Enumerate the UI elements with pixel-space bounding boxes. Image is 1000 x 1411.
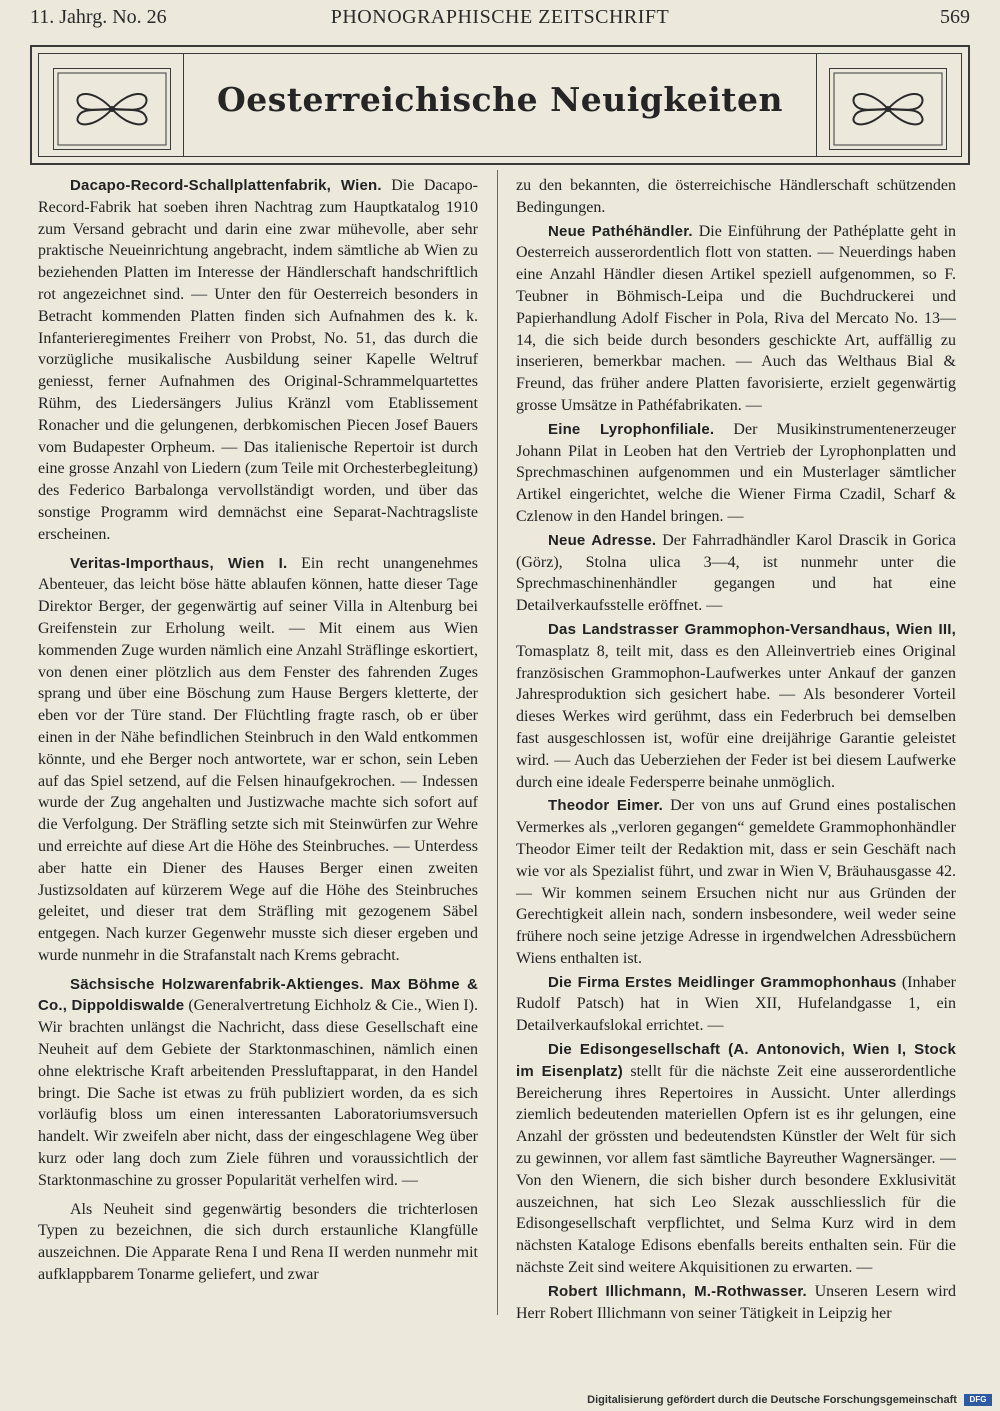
article-heading: Die Edisongesellschaft (A. Antonovich, Wien I, Stock im Eisenplatz) xyxy=(516,1041,956,1080)
article-heading: Die Firma Erstes Meidlinger Grammophonhaus xyxy=(548,973,897,991)
journal-title: PHONOGRAPHISCHE ZEITSCHRIFT xyxy=(330,6,670,28)
article xyxy=(38,974,478,1192)
running-head xyxy=(30,4,970,34)
left-column xyxy=(38,175,478,1315)
article-body: (Inhaber Rudolf Patsch) hat in Wien XII, Hufelandgasse 1, ein Detailverkaufslokal errichtet. — xyxy=(516,973,956,1035)
article-heading: Veritas-Importhaus, Wien I. xyxy=(70,554,288,572)
article-body: Als Neuheit sind gegenwärtig besonders die trichterlosen Typen zu bezeichnen, die sich durch erstaunliche Klangfülle auszeichnen. Die Apparate Rena I und Rena II werden nunmehr mit aufklappbarem Tonarme geliefert, und zwar xyxy=(38,1200,478,1284)
article-continuation: zu den bekannten, die österreichische Händlerschaft schützenden Bedingungen. xyxy=(516,177,956,216)
article xyxy=(38,1199,478,1286)
article xyxy=(516,1281,956,1325)
section-title: Oesterreichische Neuigkeiten xyxy=(216,80,784,119)
article-body: Die Dacapo-Record-Fabrik hat soeben ihren Nachtrag zum Hauptkatalog 1910 zum Versand gebracht und darin eine zwar mühevolle, aber sehr praktische Neueinrichtung angebracht, indem sämtliche ab Wien zu beziehenden Platten im Interesse der Händlerschaft handschriftlich rot angezeichnet sind. — Unter den für Oesterreich besonders in Betracht kommenden Platten finden sich Aufnahmen des k. k. Infanterieregimentes Freiherr von Probst, No. 51, das durch die vorzügliche musikalische Ausbildung seiner Kapelle Weltruf geniesst, ferner Aufnahmen des Original-Schrammelquartettes Rühm, des Liedersängers Julius Kränzl vom Etablissement Ronacher und die gelungenen, derbkomischen Piecen Josef Bauers vom Budapester Orpheum. — Das italienische Repertoir ist durch eine grosse Anzahl von Liedern (zum Teile mit Orchesterbegleitung) des Federico Barbalonga vervollständigt worden, und über das sonstige Programm wird demnächst eine Separat-Nachtragsliste erscheinen. xyxy=(38,177,479,543)
article xyxy=(516,1039,956,1279)
page-number: 569 xyxy=(940,6,970,28)
article-heading: Das Landstrasser Grammophon-Versandhaus, Wien III, xyxy=(548,620,956,638)
column-rule xyxy=(497,170,498,1315)
floral-ornament-icon xyxy=(829,68,947,150)
dfg-logo-icon: DFG xyxy=(964,1394,992,1406)
volume-issue: 11. Jahrg. No. 26 xyxy=(30,6,167,28)
credit-text: Digitalisierung gefördert durch die Deutsche Forschungsgemeinschaft xyxy=(587,1394,957,1406)
article xyxy=(516,530,956,617)
banner-divider xyxy=(183,54,184,156)
article-heading: Neue Adresse. xyxy=(548,531,657,549)
article xyxy=(516,795,956,969)
article-body: Ein recht unangenehmes Abenteuer, das leicht böse hätte ablaufen können, hatte dieser Tage Direktor Berger, der gegenwärtig auf seiner Villa in Altenburg bei Greifenstein zur Erholung weilt. — Mit einem aus Wien kommenden Zuge wurden nämlich eine Anzahl Sträflinge eskortiert, von denen einer plötzlich aus dem Fenster des fahrenden Zuges sprang und über eine Böschung zum Hause Bergers kletterte, der eben vor der Türe stand. Der Flüchtling fragte rasch, ob er über einen in der Nähe befindlichen Steinbruch in den Wald entkommen könnte, und ehe Berger noch antwortete, war er schon, sein Leben auf das Spiel setzend, auf die Felsen hinaufgekrochen. — Indessen wurde der Zug angehalten und Justizwache machte sich sofort auf die Verfolgung. Der Sträfling setzte sich mit Steinwürfen zur Wehre und erreichte auf diese Art die Höhe des Steinbruches. — Unterdess aber hatte ein Diener des Hauses Berger einen zweiten Justizsoldaten auf kürzerem Wege auf die Höhe des Steinbruches geleitet, und dieser trat dem Sträfling mit gezogenem Säbel entgegen. Nach kurzer Gegenwehr musste sich dieser ergeben und wurde nunmehr in die Strafanstalt nach Krems gebracht. xyxy=(38,554,478,964)
article-body: Der Musikinstrumentenerzeuger Johann Pilat in Leoben hat den Vertrieb der Lyrophonplatten und Sprechmaschinen aufgenommen und ein Musterlager sämtlicher Artikel eingerichtet, welche die Wiener Firma Czadil, Scharf & Czlenow in den Handel bringen. — xyxy=(516,420,957,525)
article-body: stellt für die nächste Zeit eine ausserordentliche Bereicherung ihres Repertoires in Aussicht. Unter allerdings ziemlich bedeutenden materiellen Opfern ist es ihr gelungen, eine Anzahl der grössten und bedeutendsten Künstler der Welt für sich zu gewinnen, vor allem fast sämtliche Bayreuther Wagnersänger. — Von den Wienern, die sich bisher durch besondere Exklusivität auszeichnen, hat sich Leo Slezak ausschliesslich für die Edisongesellschaft verpflichtet, und Selma Kurz wird in dem nächsten Kataloge Edisons ebenfalls bereits enthalten sein. Für die nächste Zeit sind weitere Akquisitionen zu erwarten. — xyxy=(516,1062,957,1277)
article xyxy=(516,619,956,793)
article-body: Die Einführung der Pathéplatte geht in Oesterreich ausserordentlich flott von statten. — Neuerdings haben eine Anzahl Händler diesen Artikel speziell aufgenommen, so F. Teubner in Böhmisch-Leipa und die Buchdruckerei und Papierhandlung Adolf Fischer in Pola, Riva del Mercato No. 13—14, die sich beide durch besonders geschickte Art, auffällig zu inserieren, bemerkbar machen. — Auch das Welthaus Bial & Freund, das früher andere Platten favorisierte, erzielt gegenwärtig grosse Umsätze in Pathéfabrikaten. — xyxy=(516,222,957,414)
section-banner xyxy=(30,45,970,165)
article-body: Unseren Lesern wird Herr Robert Illichmann von seiner Tätigkeit in Leipzig her xyxy=(516,1282,957,1322)
banner-divider xyxy=(816,54,817,156)
digitization-credit xyxy=(587,1394,992,1406)
article-heading: Sächsische Holzwarenfabrik-Aktienges. Max Böhme & Co., Dippoldiswalde xyxy=(38,975,478,1015)
article-heading: Theodor Eimer. xyxy=(548,797,664,815)
article xyxy=(516,221,956,417)
article-heading: Dacapo-Record-Schallplattenfabrik, Wien. xyxy=(70,177,382,194)
article-body: Der von uns auf Grund eines postalischen Vermerkes als „verloren gegangen“ gemeldete Grammophonhändler Theodor Eimer teilt der Redaktion mit, dass er sein Geschäft nach wie vor als Spezialist führt, und zwar in Wien V, Bräuhausgasse 42. — Wir kommen seinem Ersuchen nicht nur aus Gründen der Gerechtigkeit allein nach, sondern insbesondere, weil weder seine frühere noch seine jetzige Adresse in irgendwelchen Adressbüchern Wiens enthalten ist. xyxy=(516,797,956,967)
banner-frame xyxy=(38,53,962,157)
article-heading: Neue Pathéhändler. xyxy=(548,222,693,240)
article xyxy=(38,553,478,967)
floral-ornament-icon xyxy=(53,68,171,150)
article-body: Der Fahrradhändler Karol Drascik in Gorica (Görz), Stolna ulica 3—4, ist nunmehr unter die Sprechmaschinenhändler gegangen und hat eine Detailverkaufsstelle eröffnet. — xyxy=(516,531,957,615)
article xyxy=(516,419,956,528)
right-column xyxy=(516,175,957,1322)
article xyxy=(516,972,956,1037)
article-heading: Eine Lyrophonfiliale. xyxy=(548,420,715,438)
article-heading: Robert Illichmann, M.-Rothwasser. xyxy=(548,1282,807,1300)
article xyxy=(38,175,478,546)
article-body: Tomasplatz 8, teilt mit, dass es den Alleinvertrieb eines Original französischen Grammophon-Laufwerkes unter Ankauf der ganzen Jahresproduktion sich gesichert habe. — Als besonderer Vorteil dieses Werkes wird gerühmt, dass ein Federbruch bei demselben fast ausgeschlossen ist, wofür eine dreijährige Garantie geleistet wird. — Auch das Ueberziehen der Feder ist bei diesem Laufwerke durch eine ideale Federsperre beinahe unmöglich. xyxy=(516,642,956,791)
article-body: (Generalvertretung Eichholz & Cie., Wien I). Wir brachten unlängst die Nachricht, dass diese Gesellschaft eine Neuheit auf dem Gebiete der Starktonmaschinen, nämlich einen ohne elektrische Kraft arbeitenden Pressluftapparat, in den Handel bringt. Die Sache ist etwas zu früh publiziert worden, da es sich vorläufig bloss um einen interessanten Laboratoriumsversuch handelt. Wir zweifeln aber nicht, dass der eingeschlagene Weg über kurz oder lang doch zum Ziele führen und voraussichtlich der Starktonmaschine zu grosser Popularität verhelfen wird. — xyxy=(38,997,479,1189)
